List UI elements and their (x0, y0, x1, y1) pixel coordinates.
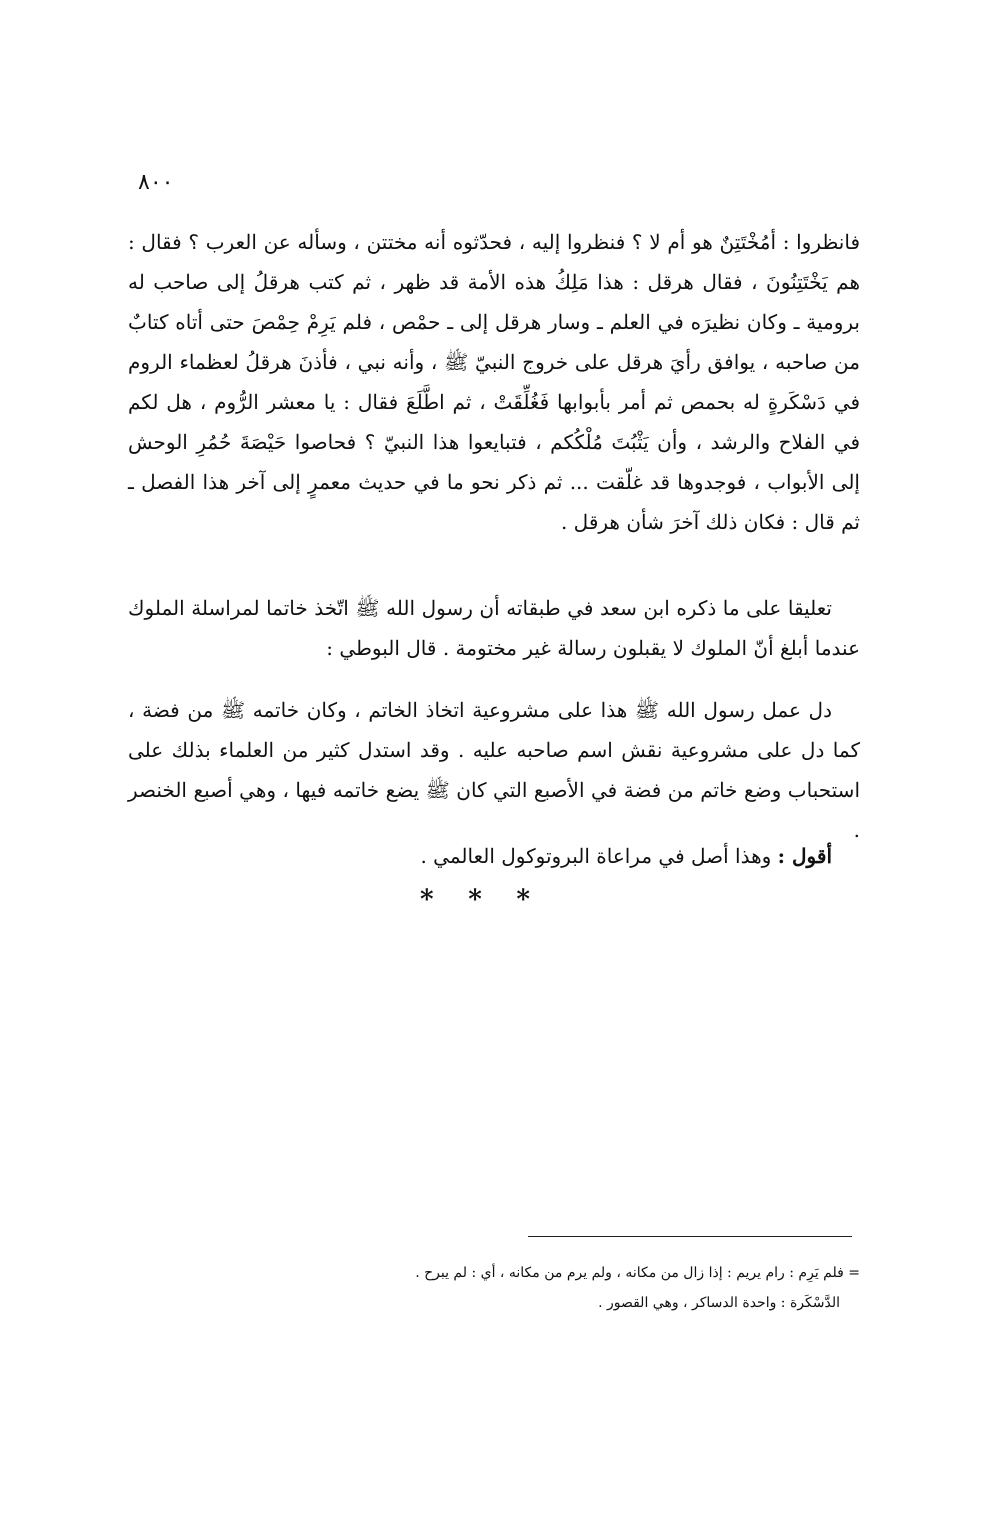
footnotes (300, 1258, 860, 1318)
paragraph-ibn-saad-commentary: تعليقا على ما ذكره ابن سعد في طبقاته أن رسول الله ﷺ اتّخذ خاتما لمراسلة الملوك عندما أبلغ أنّ الملوك لا يقبلون رسالة غير مختومة . قال البوطي : (128, 596, 860, 660)
footnote-line: الدَّسْكَرة : واحدة الدساكر ، وهي القصور . (598, 1295, 840, 1311)
separator-star: * (420, 885, 434, 915)
page-number: ٨٠٠ (138, 170, 174, 195)
remark-lead: أقول : (777, 844, 832, 868)
paragraph-hadith-heraclius: فانظروا : أمُخْتَتِنٌ هو أم لا ؟ فنظروا إليه ، فحدّثوه أنه مختتن ، وسأله عن العرب ؟ فقال : هم يَخْتَتِنُونَ ، فقال هرقل : هذا مَلِكُ هذه الأمة قد ظهر ، ثم كتب هرقلُ إلى صاحب له برومية ـ وكان نظيرَه في العلم ـ وسار هرقل إلى ـ حمْص ، فلم يَرِمْ حِمْصَ حتى أتاه كتابٌ من صاحبه ، يوافق رأيَ هرقل على خروج النبيّ ﷺ ، وأنه نبي ، فأذنَ هرقلُ لعظماء الروم في دَسْكَرةٍ له بحمص ثم أمر بأبوابها فَغُلِّقَتْ ، ثم اطَّلَعَ فقال : يا معشر الرُّوم ، هل لكم في الفلاح والرشد ، وأن يَثْبُتَ مُلْكُكم ، فتبايعوا هذا النبيّ ؟ فحاصوا حَيْصَةَ حُمُرِ الوحش إلى الأبواب ، فوجدوها قد غلّقت ... ثم ذكر نحو ما في حديث معمرٍ إلى آخر هذا الفصل ـ ثم قال : فكان ذلك آخرَ شأن هرقل . (128, 230, 861, 534)
footnote-line: = فلم يَرِم : رام يريم : إذا زال من مكانه ، ولم يرم من مكانه ، أي : لم يبرح . (415, 1265, 860, 1281)
separator-star: * (468, 885, 482, 915)
paragraph-author-remark (128, 836, 860, 876)
remark-text: وهذا أصل في مراعاة البروتوكول العالمي . (420, 844, 778, 868)
section-separator (420, 885, 530, 915)
footnote-divider (528, 1236, 852, 1237)
paragraph-bouti-quote: دل عمل رسول الله ﷺ هذا على مشروعية اتخاذ الخاتم ، وكان خاتمه ﷺ من فضة ، كما دل على مشروعية نقش اسم صاحبه عليه . وقد استدل كثير من العلماء بذلك على استحباب وضع خاتم من فضة في الأصبع التي كان ﷺ يضع خاتمه فيها ، وهي أصبع الخنصر . (128, 698, 860, 842)
separator-star: * (516, 885, 530, 915)
